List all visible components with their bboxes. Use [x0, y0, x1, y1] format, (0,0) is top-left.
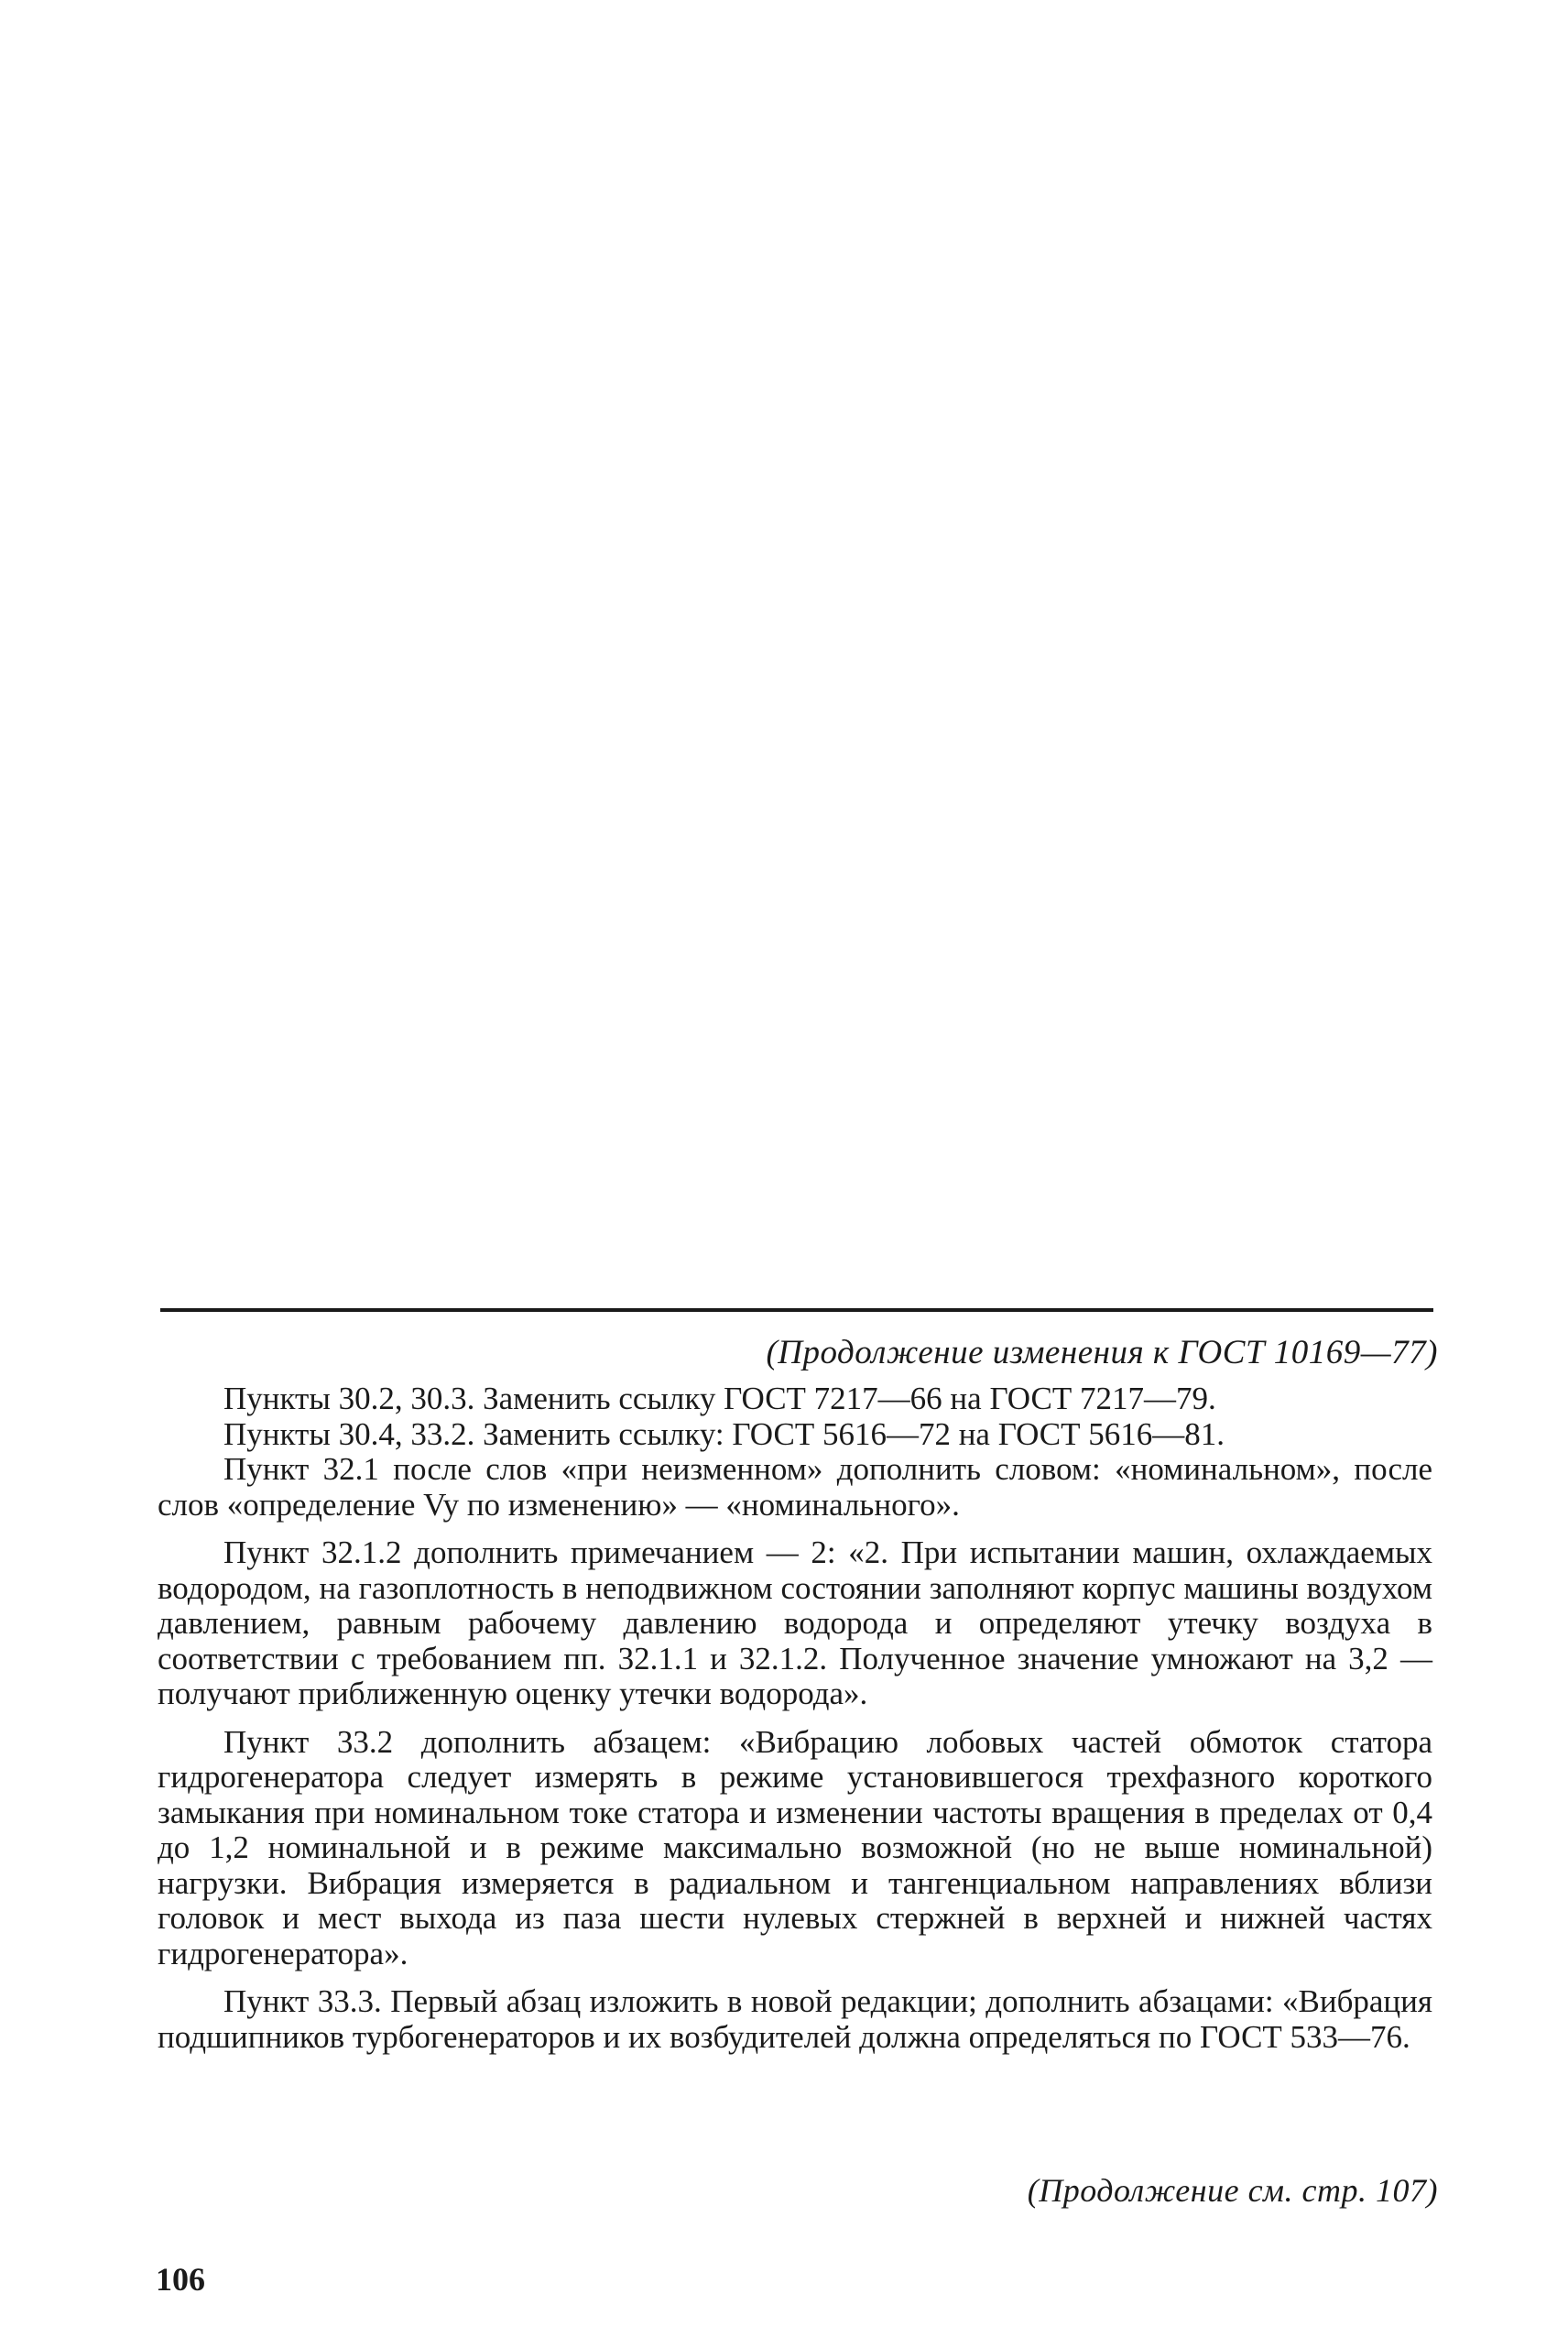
paragraph-3: Пункт 32.1 после слов «при неизменном» дополнить словом: «номинальном», после слов «определение Vy по изменению» — «номинального». [158, 1451, 1432, 1523]
page-number: 106 [156, 2261, 205, 2298]
horizontal-rule [160, 1308, 1433, 1312]
paragraph-2: Пункты 30.4, 33.2. Заменить ссылку: ГОСТ 5616—72 на ГОСТ 5616—81. [223, 1415, 1225, 1452]
continuation-header: (Продолжение изменения к ГОСТ 10169—77) [766, 1334, 1438, 1371]
paragraph-6: Пункт 33.3. Первый абзац изложить в новой редакции; дополнить абзацами: «Вибрация подшипников турбогенераторов и их возбудителей должна определяться по ГОСТ 533—76. [158, 1983, 1432, 2055]
paragraph-4: Пункт 32.1.2 дополнить примечанием — 2: «2. При испытании машин, охлаждаемых водородом, на газоплотность в неподвижном состоянии заполняют корпус машины воздухом давлением, равным рабочему давлению водорода и определяют утечку воздуха в соответствии с требованием пп. 32.1.1 и 32.1.2. Полученное значение умножают на 3,2 — получают приближенную оценку утечки водорода». [158, 1534, 1432, 1711]
paragraph-1: Пункты 30.2, 30.3. Заменить ссылку ГОСТ 7217—66 на ГОСТ 7217—79. [223, 1381, 1216, 1416]
paragraph-5: Пункт 33.2 дополнить абзацем: «Вибрацию лобовых частей обмоток статора гидрогенератора следует измерять в режиме установившегося трехфазного короткого замыкания при номинальном токе статора и изменении частоты вращения в пределах от 0,4 до 1,2 номинальной и в режиме максимально возможной (но не выше номинальной) нагрузки. Вибрация измеряется в радиальном и тангенциальном направлениях вблизи головок и мест выхода из паза шести нулевых стержней в верхней и нижней частях гидрогенератора». [158, 1723, 1432, 1971]
continuation-footer: (Продолжение см. стр. 107) [1027, 2172, 1438, 2209]
body-text [158, 1381, 1432, 2055]
